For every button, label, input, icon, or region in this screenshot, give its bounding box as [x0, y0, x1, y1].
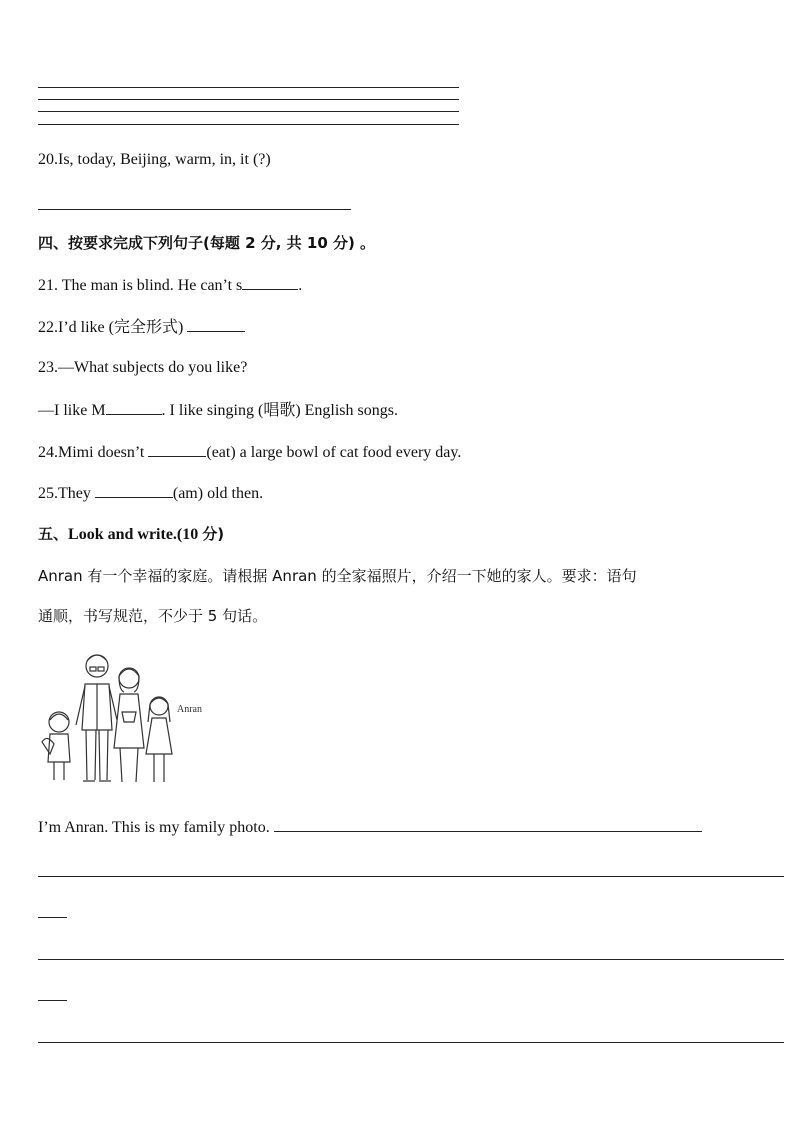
question-23: 23.—What subjects do you like?	[38, 359, 248, 376]
question-text: Is, today, Beijing, warm, in, it (?)	[58, 151, 271, 168]
family-photo-illustration	[38, 650, 213, 790]
writing-blank-first[interactable]	[274, 816, 702, 832]
writing-line-1[interactable]	[38, 876, 784, 877]
writing-line-2-end	[38, 1000, 67, 1001]
writing-start: I’m Anran. This is my family photo.	[38, 816, 702, 838]
question-number: 22.	[38, 319, 58, 336]
question-25: 25.They (am) old then.	[38, 482, 263, 504]
instructions-line-1: Anran 有一个幸福的家庭。请根据 Anran 的全家福照片，介绍一下她的家人。要求：语句	[38, 567, 637, 585]
blank-25[interactable]	[95, 482, 173, 498]
instructions-line-2: 通顺，书写规范，不少于 5 句话。	[38, 607, 268, 625]
question-21: 21. The man is blind. He can’t s .	[38, 274, 302, 296]
writing-line-2[interactable]	[38, 959, 784, 960]
section-4-title: 四、按要求完成下列句子(每题 2 分, 共 10 分) 。	[38, 234, 376, 252]
blank-24[interactable]	[148, 441, 206, 457]
blank-22[interactable]	[187, 316, 245, 332]
blank-21[interactable]	[242, 274, 298, 290]
writing-line-1-end	[38, 917, 67, 918]
question-22: 22.I’d like (完全形式)	[38, 316, 245, 338]
section-5-title: 五、Look and write.(10 分)	[38, 525, 225, 543]
writing-line-3[interactable]	[38, 1042, 784, 1043]
q20-answer-line[interactable]	[38, 209, 351, 210]
question-23-answer: —I like M . I like singing (唱歌) English songs.	[38, 399, 398, 421]
question-number: 25.	[38, 485, 58, 502]
image-caption: Anran	[177, 704, 202, 715]
blank-23[interactable]	[106, 399, 162, 415]
question-24: 24.Mimi doesn’t (eat) a large bowl of cat food every day.	[38, 441, 461, 463]
question-number: 24.	[38, 444, 58, 461]
question-number: 21	[38, 277, 54, 294]
question-20	[38, 150, 271, 170]
question-number: 23.	[38, 359, 58, 376]
question-number: 20.	[38, 151, 58, 168]
answer-line-3	[38, 111, 459, 112]
family-drawing	[38, 650, 213, 790]
answer-line-1	[38, 87, 459, 88]
answer-line-4	[38, 124, 459, 125]
answer-line-2	[38, 99, 459, 100]
